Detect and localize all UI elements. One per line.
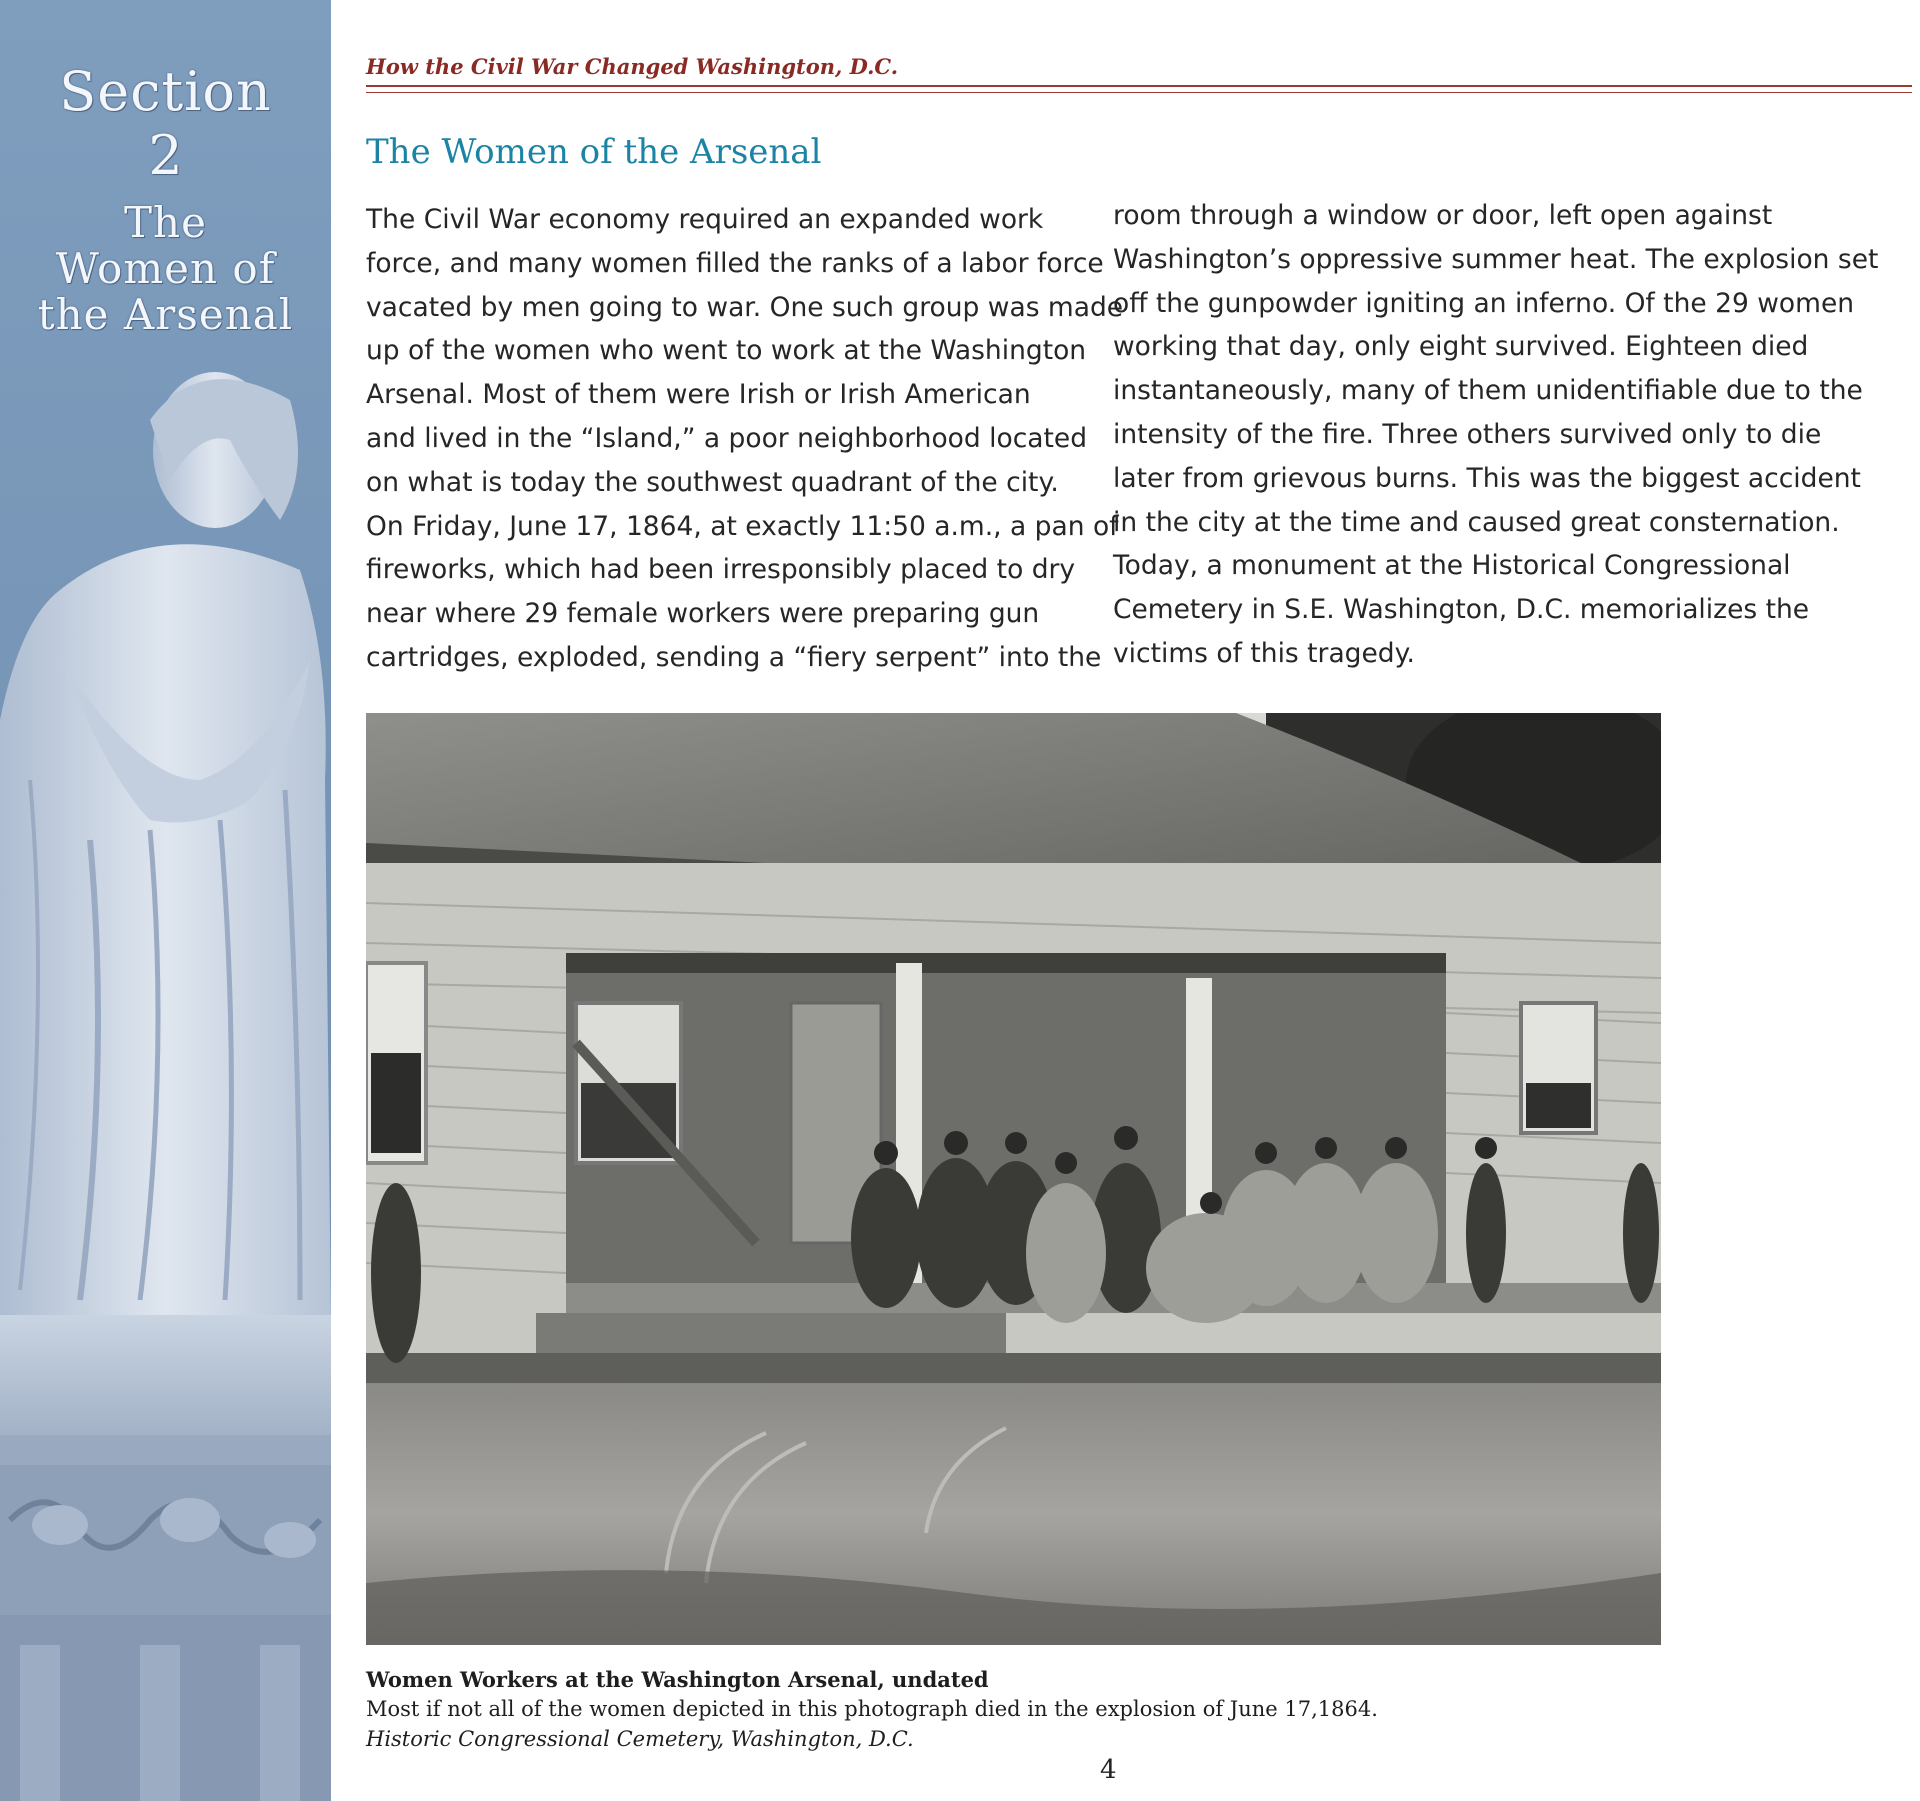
body-line: near where 29 female workers were preparing gun — [366, 598, 1040, 630]
section-title — [0, 200, 331, 338]
body-line: off the gunpowder igniting an inferno. Of the 29 women — [1113, 287, 1855, 319]
section-title-line: the Arsenal — [37, 290, 294, 339]
body-column-right — [1113, 194, 1879, 676]
body-line: instantaneously, many of them unidentifiable due to the — [1113, 375, 1863, 407]
header-rule-thin — [366, 92, 1912, 93]
body-line: room through a window or door, left open against — [1113, 200, 1773, 231]
page-number: 4 — [1100, 1755, 1117, 1785]
body-line: in the city at the time and caused great consternation. — [1113, 506, 1840, 538]
body-line: On Friday, June 17, 1864, at exactly 11:50 a.m., a pan of — [366, 510, 1119, 542]
body-line: intensity of the fire. Three others survived only to die — [1113, 418, 1822, 450]
body-line: later from grievous burns. This was the biggest accident — [1113, 462, 1861, 494]
section-title-line: Women of — [55, 244, 276, 293]
caption-credit: Historic Congressional Cemetery, Washington, D.C. — [366, 1727, 914, 1751]
running-head: How the Civil War Changed Washington, D.C. — [366, 54, 899, 79]
body-column-left — [366, 198, 1124, 680]
section-sidebar — [0, 0, 331, 1801]
body-line: vacated by men going to war. One such group was made — [366, 291, 1124, 323]
section-label: Section — [59, 60, 272, 123]
body-line: working that day, only eight survived. Eighteen died — [1113, 331, 1809, 363]
body-line: and lived in the “Island,” a poor neighborhood located — [366, 422, 1088, 454]
article-heading: The Women of the Arsenal — [366, 132, 822, 172]
arsenal-workers-photo — [366, 713, 1661, 1645]
caption-title: Women Workers at the Washington Arsenal, undated — [366, 1667, 989, 1692]
caption-description: Most if not all of the women depicted in this photograph died in the explosion of June 17,1864. — [366, 1697, 1378, 1721]
section-number: 2 — [148, 124, 183, 187]
body-line: force, and many women filled the ranks of a labor force — [366, 247, 1104, 279]
header-rule — [366, 85, 1912, 87]
body-line: Washington’s oppressive summer heat. The explosion set — [1113, 243, 1879, 275]
body-line: fireworks, which had been irresponsibly placed to dry — [366, 554, 1076, 586]
body-line: Cemetery in S.E. Washington, D.C. memorializes the — [1113, 594, 1810, 626]
body-line: cartridges, exploded, sending a “fiery serpent” into the — [366, 641, 1102, 673]
body-line: on what is today the southwest quadrant of the city. — [366, 466, 1059, 498]
section-title-line: The — [124, 198, 207, 247]
body-line: The Civil War economy required an expanded work — [366, 204, 1044, 235]
body-line: Today, a monument at the Historical Congressional — [1113, 550, 1791, 582]
body-line: victims of this tragedy. — [1113, 637, 1415, 669]
body-line: up of the women who went to work at the Washington — [366, 335, 1087, 367]
angel-statue-image — [0, 360, 331, 1801]
body-line: Arsenal. Most of them were Irish or Irish American — [366, 379, 1031, 411]
